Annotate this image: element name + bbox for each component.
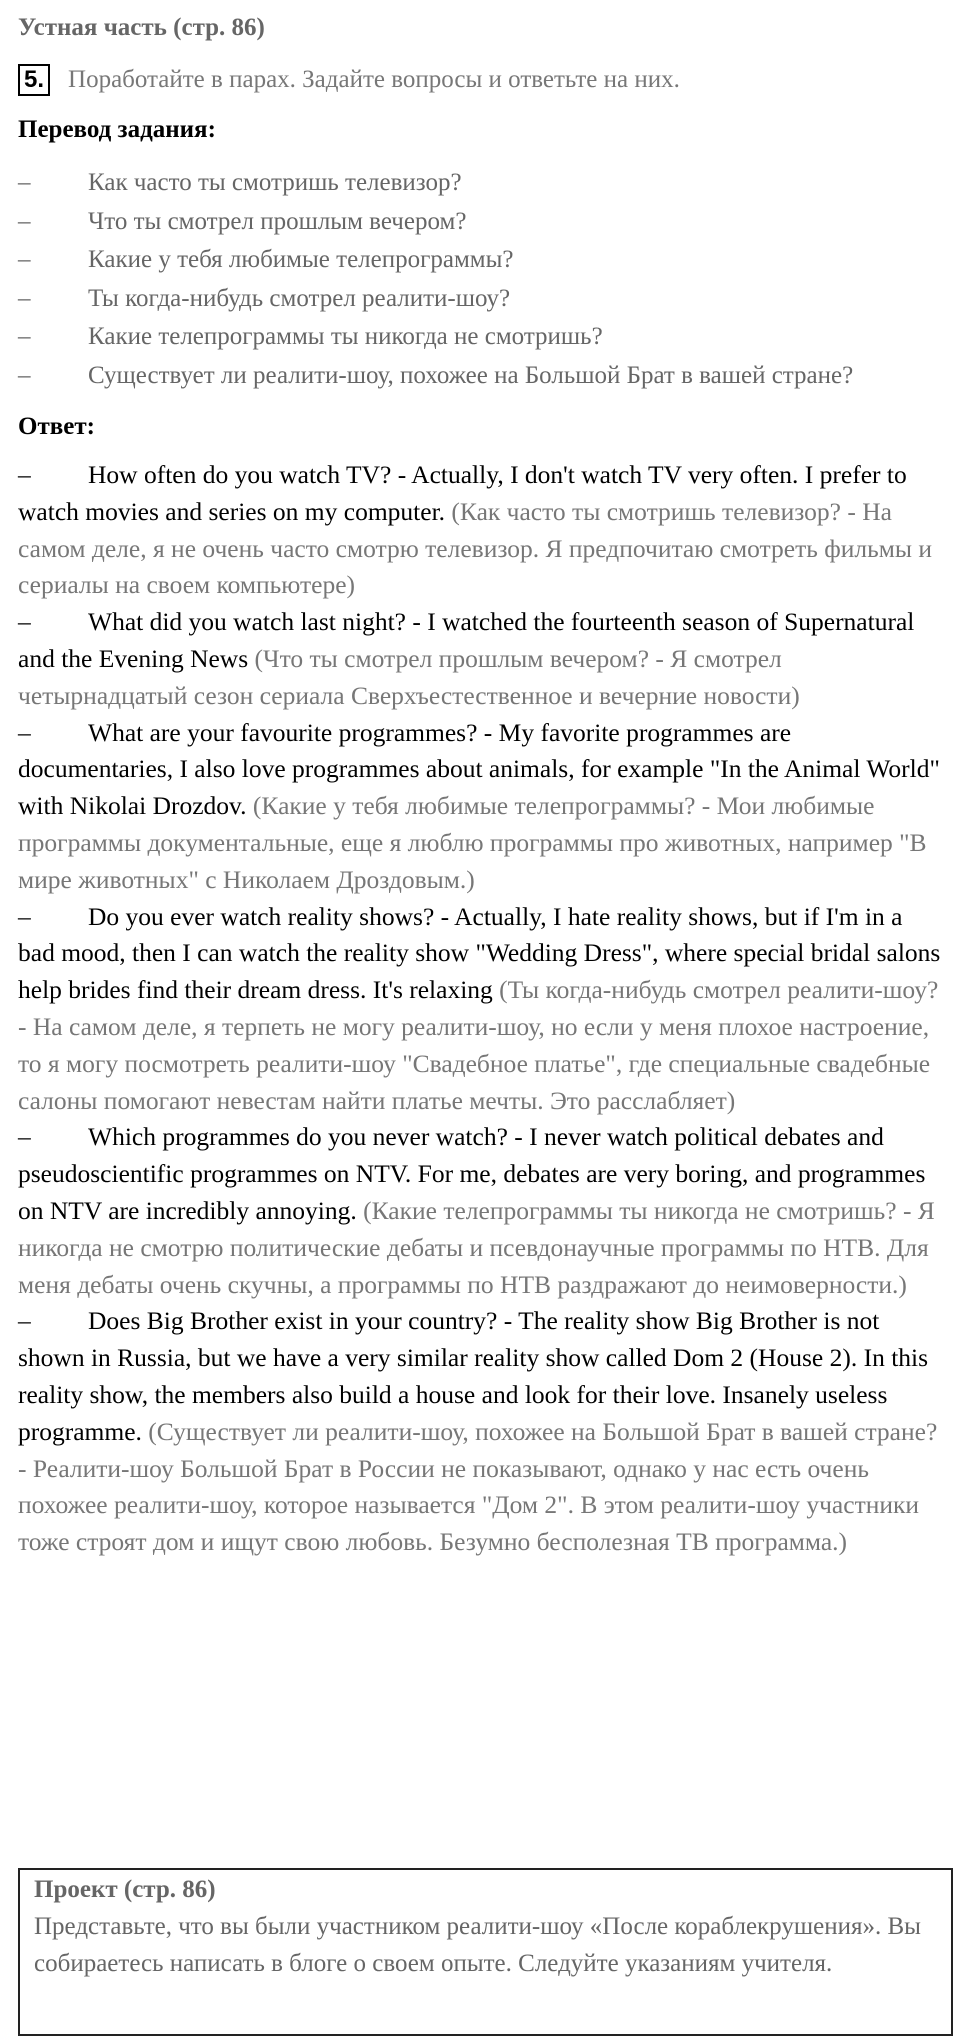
- question-text: Существует ли реалити-шоу, похожее на Большой Брат в вашей стране?: [88, 361, 854, 389]
- answer-item: [18, 715, 943, 899]
- answer-russian: (Существует ли реалити-шоу, похожее на Большой Брат в вашей стране? - Реалити-шоу Большой Брат в России не показывают, однако у нас есть очень похожее реалити-шоу, которое называется "Дом 2". В этом реалити-шоу участники тоже строят дом и ищут свою любовь. Безумно бесполезная ТВ программа.): [18, 1416, 938, 1557]
- dash: –: [18, 1122, 31, 1152]
- answer-item: [18, 899, 943, 1120]
- dash: –: [18, 207, 31, 235]
- dash: –: [18, 607, 31, 637]
- question-text: Какие телепрограммы ты никогда не смотришь?: [88, 323, 603, 350]
- answer-list: [18, 457, 943, 1561]
- list-item: [18, 280, 943, 319]
- section-title: Устная часть (стр. 86): [18, 14, 265, 41]
- list-item: [18, 241, 943, 280]
- question-text: Как часто ты смотришь телевизор?: [88, 169, 462, 196]
- document-page: [18, 0, 943, 1977]
- task-line: [18, 64, 943, 96]
- task-instruction: Поработайте в парах. Задайте вопросы и ответьте на них.: [68, 66, 680, 93]
- dash: –: [18, 246, 31, 273]
- project-title: Проект (стр. 86): [34, 1876, 216, 1903]
- answer-heading: Ответ:: [18, 413, 95, 440]
- list-item: [18, 357, 943, 396]
- list-item: [18, 318, 943, 357]
- question-text: Какие у тебя любимые телепрограммы?: [88, 246, 514, 273]
- dash: –: [18, 1306, 31, 1336]
- answer-item: [18, 1119, 943, 1303]
- list-item: [18, 164, 943, 203]
- list-item: [18, 203, 943, 242]
- dash: –: [18, 323, 31, 350]
- dash: –: [18, 460, 31, 489]
- dash: –: [18, 284, 31, 312]
- question-list: [18, 164, 943, 395]
- project-box: [18, 1868, 953, 2036]
- answer-english: What are your favourite programmes? - My favorite programmes are documentaries, I also love programmes about animals, for example "In the Animal World" with Nikolai Drozdov.: [18, 717, 940, 821]
- answer-russian: (Какие у тебя любимые телепрограммы? - Мои любимые программы документальные, еще я люблю программы про животных, например "В мире животных" с Николаем Дроздовым.): [18, 791, 927, 894]
- answer-english: Which programmes do you never watch? - I never watch political debates and pseudoscientific programmes on NTV. For me, debates are very boring, and programmes on NTV are incredibly annoying.: [18, 1122, 926, 1225]
- answer-english: Does Big Brother exist in your country? - The reality show Big Brother is not shown in Russia, but we have a very similar reality show called Dom 2 (House 2). In this reality show, the members also build a house and look for their love. Insanely useless programme.: [18, 1306, 929, 1446]
- project-text: Представьте, что вы были участником реалити-шоу «После кораблекрушения». Вы собираетесь написать в блоге о своем опыте. Следуйте указаниям учителя.: [34, 1913, 921, 1977]
- answer-item: [18, 457, 943, 604]
- question-text: Ты когда-нибудь смотрел реалити-шоу?: [88, 284, 511, 312]
- answer-english: What did you watch last night? - I watched the fourteenth season of Supernatural and the Evening News: [18, 607, 915, 673]
- answer-russian: (Что ты смотрел прошлым вечером? - Я смотрел четырнадцатый сезон сериала Сверхъестественное и вечерние новости): [18, 643, 800, 710]
- answer-english: Do you ever watch reality shows? - Actually, I hate reality shows, but if I'm in a bad mood, then I can watch the reality show "Wedding Dress", where special bridal salons help brides find their dream dress. It's relaxing: [18, 901, 941, 1005]
- dash: –: [18, 361, 31, 389]
- dash: –: [18, 169, 31, 196]
- answer-item: [18, 604, 943, 714]
- answer-russian: (Как часто ты смотришь телевизор? - На самом деле, я не очень часто смотрю телевизор. Я предпочитаю смотреть фильмы и сериалы на своем компьютере): [18, 496, 933, 600]
- answer-english: How often do you watch TV? - Actually, I don't watch TV very often. I prefer to watch movies and series on my computer.: [18, 460, 907, 526]
- question-text: Что ты смотрел прошлым вечером?: [88, 207, 467, 235]
- answer-russian: (Какие телепрограммы ты никогда не смотришь? - Я никогда не смотрю политические дебаты и псевдонаучные программы по НТВ. Для меня дебаты очень скучны, а программы по НТВ раздражают до неимоверности.): [18, 1195, 935, 1299]
- answer-item: [18, 1303, 943, 1561]
- dash: –: [18, 717, 31, 747]
- dash: –: [18, 901, 31, 931]
- translation-heading: Перевод задания:: [18, 116, 216, 143]
- answer-russian: (Ты когда-нибудь смотрел реалити-шоу? - На самом деле, я терпеть не могу реалити-шоу, но если у меня плохое настроение, то я могу посмотреть реалити-шоу "Свадебное платье", где специальные свадебные салоны помогают невестам найти платье мечты. Это расслабляет): [18, 975, 939, 1115]
- task-number: 5.: [18, 64, 50, 96]
